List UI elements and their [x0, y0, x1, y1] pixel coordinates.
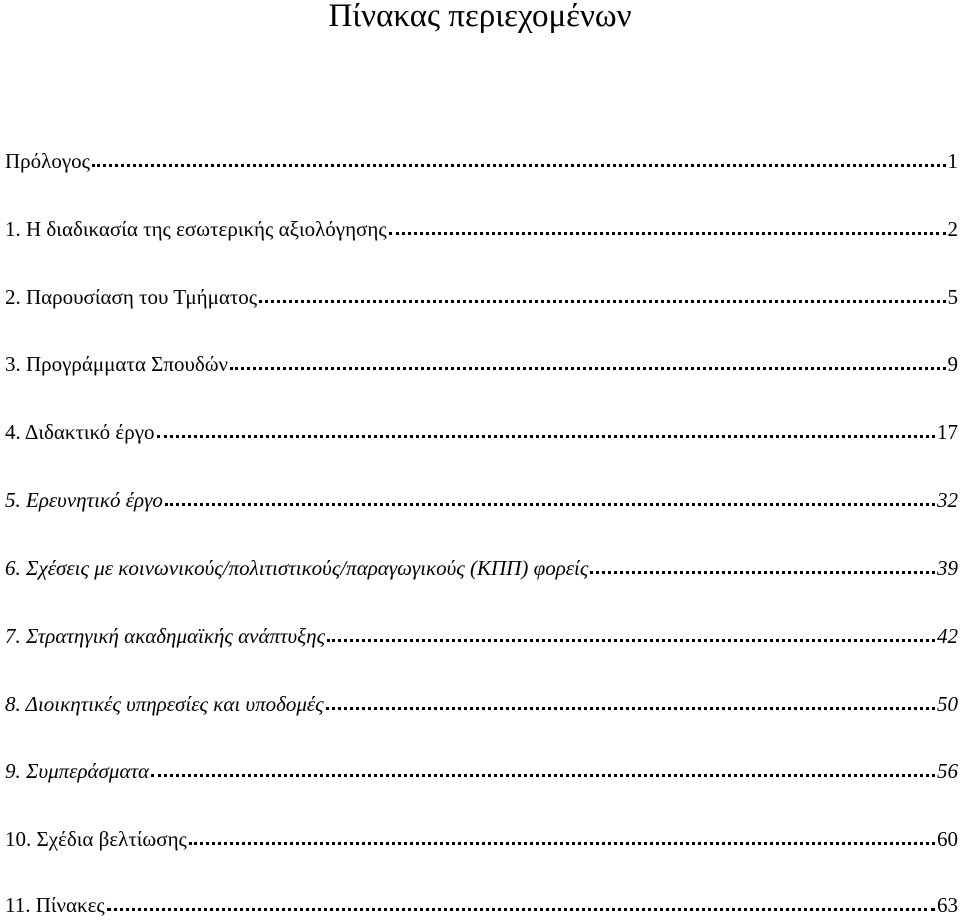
toc-entry-title: 6. Σχέσεις με κοινωνικούς/πολιτιστικούς/παραγωγικούς (ΚΠΠ) φορείς	[5, 556, 589, 580]
toc-entry-page: 39	[937, 556, 958, 580]
toc-entry-title: 10. Σχέδια βελτίωσης	[5, 827, 187, 851]
toc-entry-page: 63	[937, 893, 958, 917]
toc-entry-2[interactable]	[5, 284, 958, 310]
dot-leader	[230, 367, 945, 370]
toc-entry-9[interactable]	[5, 758, 958, 784]
toc-entry-5[interactable]	[5, 487, 958, 513]
toc-entry-page: 2	[947, 217, 958, 241]
toc-entry-page: 32	[937, 488, 958, 512]
dot-leader	[107, 908, 935, 911]
dot-leader	[389, 232, 946, 235]
toc-entry-10[interactable]	[5, 826, 958, 852]
dot-leader	[151, 774, 935, 777]
toc-entry-title: 5. Ερευνητικό έργο	[5, 488, 163, 512]
dot-leader	[259, 300, 945, 303]
dot-leader	[326, 707, 935, 710]
toc-entry-1[interactable]	[5, 216, 958, 242]
dot-leader	[327, 639, 935, 642]
dot-leader	[590, 571, 935, 574]
toc-entry-page: 60	[937, 827, 958, 851]
toc-entry-title: 2. Παρουσίαση του Τμήματος	[5, 285, 258, 309]
toc-entry-page: 9	[947, 352, 958, 376]
toc-entry-6[interactable]	[5, 555, 958, 581]
dot-leader	[157, 435, 935, 438]
toc-entry-title: 11. Πίνακες	[5, 893, 105, 917]
toc-entry-page: 17	[937, 420, 958, 444]
toc-entry-8[interactable]	[5, 691, 958, 717]
toc-entry-title: 3. Προγράμματα Σπουδών	[5, 352, 229, 376]
toc-entry-page: 5	[947, 285, 958, 309]
toc-entry-page: 42	[937, 624, 958, 648]
toc-entry-prologue[interactable]	[5, 148, 958, 174]
toc-entry-11[interactable]	[5, 892, 958, 918]
toc-entry-title: 9. Συμπεράσματα	[5, 759, 150, 783]
toc-entry-title: 1. Η διαδικασία της εσωτερικής αξιολόγησης	[5, 217, 387, 241]
toc-entry-title: 8. Διοικητικές υπηρεσίες και υποδομές	[5, 692, 324, 716]
page-title: Πίνακας περιεχομένων	[328, 0, 632, 34]
toc-entry-4[interactable]	[5, 419, 958, 445]
toc-entry-3[interactable]	[5, 351, 958, 377]
toc-entry-title: 4. Διδακτικό έργο	[5, 420, 155, 444]
toc-entry-page: 1	[947, 149, 958, 173]
toc-entry-7[interactable]	[5, 623, 958, 649]
toc-entry-title: 7. Στρατηγική ακαδημαϊκής ανάπτυξης	[5, 624, 326, 648]
toc-entry-page: 50	[937, 692, 958, 716]
dot-leader	[92, 164, 946, 167]
toc-entry-page: 56	[937, 759, 958, 783]
toc-entry-title: Πρόλογος	[5, 149, 90, 173]
dot-leader	[165, 503, 935, 506]
dot-leader	[189, 842, 935, 845]
